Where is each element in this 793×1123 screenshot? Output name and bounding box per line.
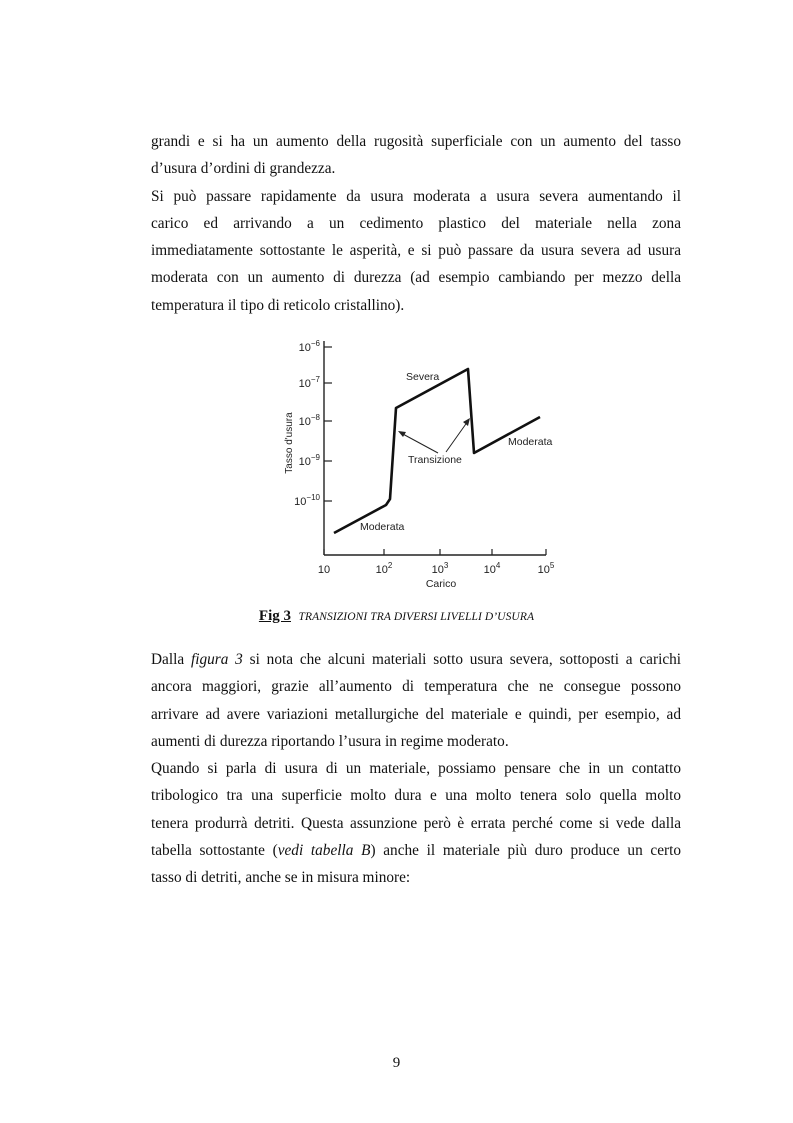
text-segment: tenera produrrà detriti. Questa assunzione però è errata perché come si vede dalla <box>151 814 681 832</box>
text-segment: Dalla <box>151 651 191 668</box>
text-segment: tribologico tra una superficie molto dura e una molto tenera solo quella molto <box>151 787 681 805</box>
y-tick-label: $10^{-9}$ <box>298 453 320 468</box>
text-segment: ) anche il materiale più duro produce un certo <box>370 842 681 860</box>
text-line: temperatura il tipo di reticolo cristallino). <box>151 296 405 314</box>
annotation-severa: Severa <box>406 371 440 383</box>
y-axis-label: Tasso d'usura <box>284 412 295 474</box>
x-tick-label: 10 <box>317 564 331 576</box>
annotation-transizione: Transizione <box>408 454 462 466</box>
text-segment: ancora maggiori, grazie all’aumento di temperatura che ne consegue possono <box>151 678 681 696</box>
x-axis-label: Carico <box>425 578 457 590</box>
text-line <box>151 755 681 782</box>
transition-arrowhead <box>463 418 470 426</box>
wear-transition-chart <box>278 333 568 590</box>
text-segment: aumenti di durezza riportando l’usura in regime moderato. <box>151 732 509 750</box>
text-line <box>151 673 681 700</box>
text-line: d’usura d’ordini di grandezza. <box>151 160 336 178</box>
text-line <box>151 864 681 891</box>
text-segment: tasso di detriti, anche se in misura minore: <box>151 869 411 887</box>
italic-reference: figura 3 <box>190 651 243 668</box>
text-line <box>151 701 681 728</box>
x-tick-label: $10^2$ <box>375 561 393 576</box>
y-tick-label: $10^{-6}$ <box>298 339 320 354</box>
text-line: grandi e si ha un aumento della rugosità superficiale con un aumento del tasso <box>151 133 681 150</box>
text-segment: arrivare ad avere variazioni metallurgiche del materiale e quindi, per esempio, ad <box>151 705 681 723</box>
x-tick-label: $10^3$ <box>431 561 449 576</box>
y-tick-label: $10^{-10}$ <box>294 493 320 508</box>
text-segment: si nota che alcuni materiali sotto usura severa, sottoposti a carichi <box>242 651 682 668</box>
paragraph-intro <box>151 128 681 319</box>
text-line <box>151 646 681 673</box>
text-segment: Quando si parla di usura di un materiale, possiamo pensare che in un contatto <box>151 760 681 778</box>
text-line <box>151 837 681 864</box>
page-number: 9 <box>392 1055 401 1071</box>
text-line: immediatamente sottostante le asperità, e si può passare da usura severa ad usura <box>151 242 681 260</box>
x-tick-label: $10^5$ <box>537 561 555 576</box>
paragraph-discussion <box>151 646 681 892</box>
annotation-moderata-high: Moderata <box>508 436 553 448</box>
text-line: carico ed arrivando a un cedimento plastico del materiale nella zona <box>151 214 681 232</box>
transition-arrowhead <box>398 431 406 437</box>
wear-rate-series-line <box>334 369 540 533</box>
text-line: Si può passare rapidamente da usura moderata a usura severa aumentando il <box>151 187 681 205</box>
figure-caption-text: TRANSIZIONI TRA DIVERSI LIVELLI D’USURA <box>298 611 535 623</box>
chart-svg <box>278 333 568 590</box>
x-tick-label: $10^4$ <box>483 561 501 576</box>
text-segment: tabella sottostante ( <box>151 842 278 860</box>
y-tick-label: $10^{-8}$ <box>298 413 320 428</box>
transition-arrow <box>446 421 468 452</box>
figure-label: Fig 3 <box>258 608 291 624</box>
italic-reference: vedi tabella B <box>277 842 371 860</box>
annotation-moderata-low: Moderata <box>360 521 405 533</box>
text-line <box>151 728 681 755</box>
text-line: moderata con un aumento di durezza (ad esempio cambiando per mezzo della <box>151 269 681 287</box>
transition-arrow <box>401 433 438 453</box>
figure-caption <box>0 608 793 625</box>
text-line <box>151 810 681 837</box>
y-tick-label: $10^{-7}$ <box>298 375 320 390</box>
text-line <box>151 782 681 809</box>
